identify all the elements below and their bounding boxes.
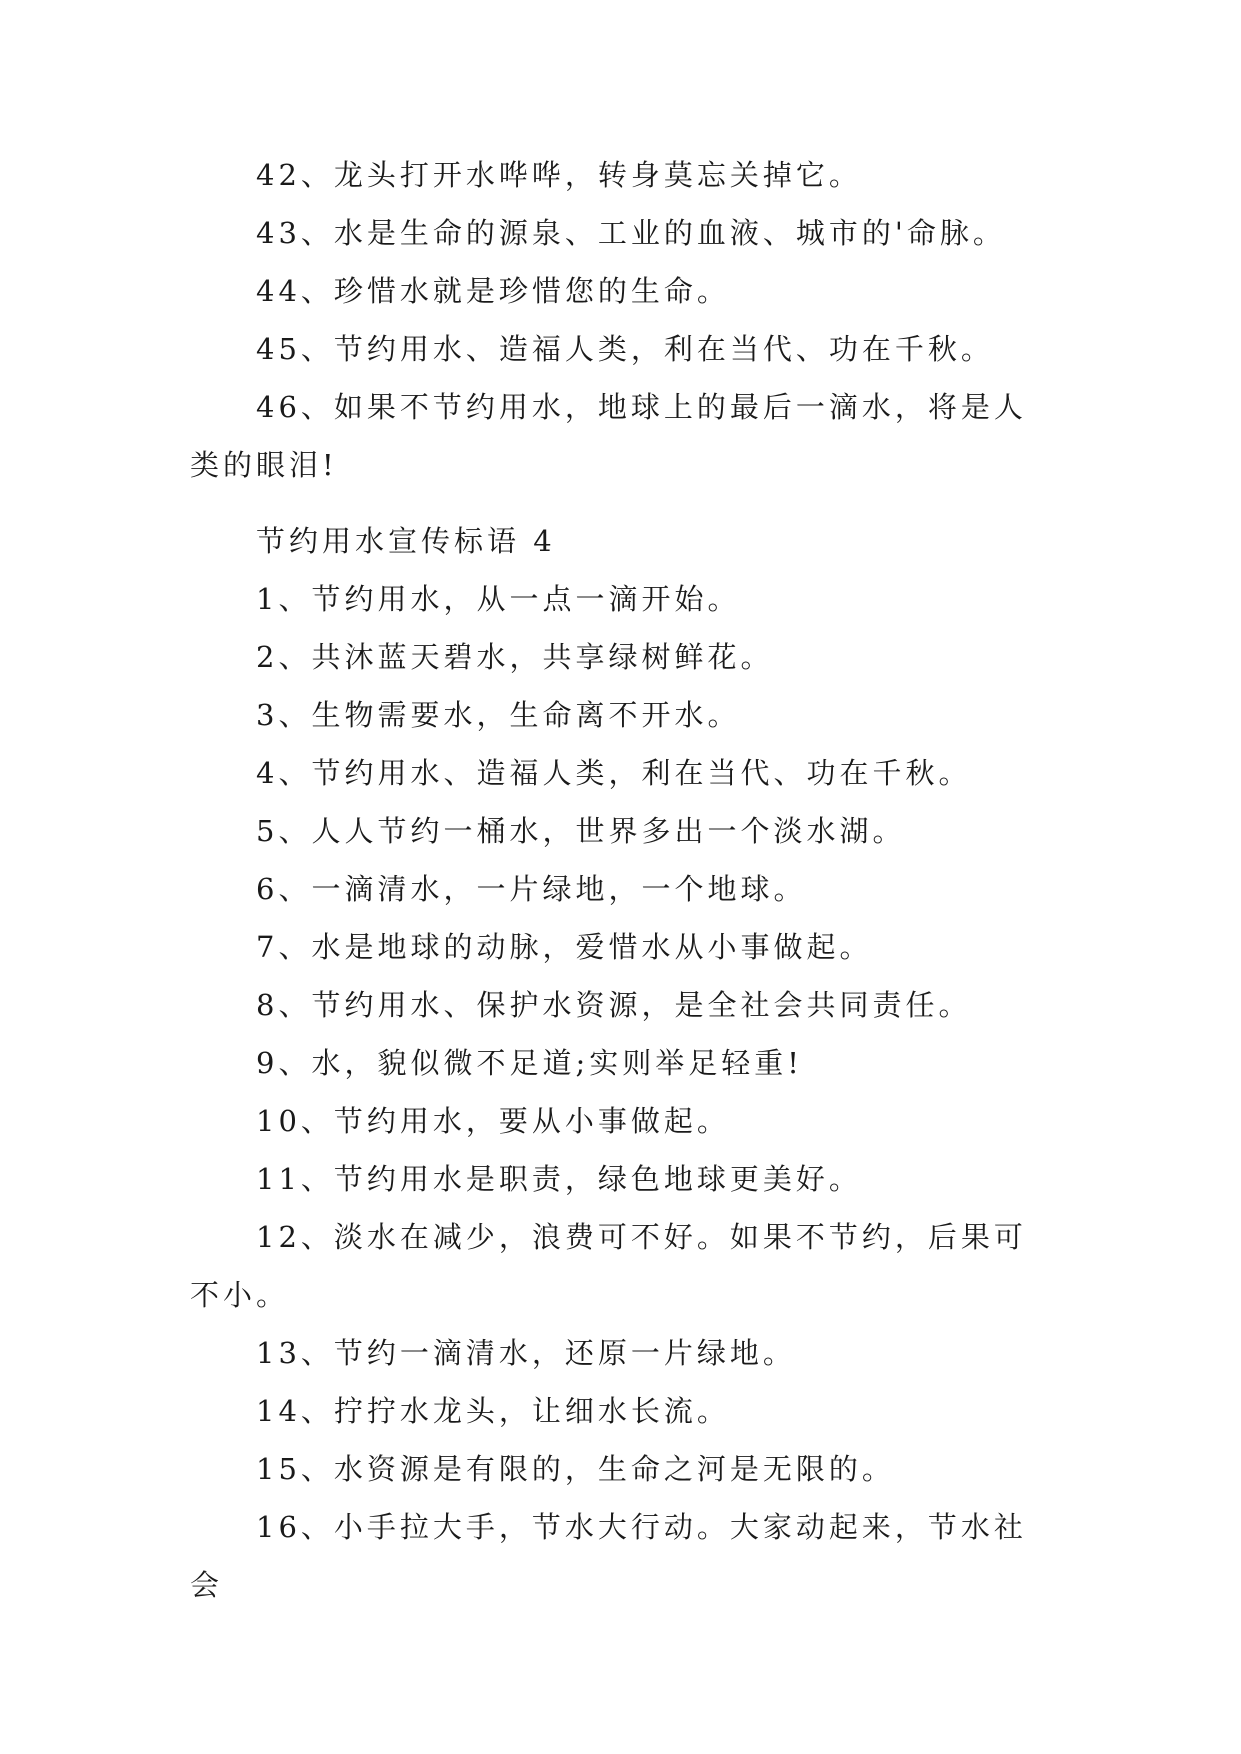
paragraph-42: 42、龙头打开水哗哗，转身莫忘关掉它。	[256, 158, 862, 192]
paragraph-16: 16、小手拉大手，节水大行动。大家动起来，节水社会	[190, 1510, 1027, 1602]
paragraph-45: 45、节约用水、造福人类，利在当代、功在千秋。	[256, 332, 994, 366]
paragraph-5: 5、人人节约一桶水，世界多出一个淡水湖。	[256, 814, 906, 848]
paragraph-46: 46、如果不节约用水，地球上的最后一滴水，将是人类的眼泪!	[190, 390, 1027, 482]
paragraph-13: 13、节约一滴清水，还原一片绿地。	[256, 1336, 796, 1370]
paragraph-12: 12、淡水在减少，浪费可不好。如果不节约，后果可不小。	[190, 1220, 1027, 1312]
paragraph-15: 15、水资源是有限的，生命之河是无限的。	[256, 1452, 895, 1486]
paragraph-14: 14、拧拧水龙头，让细水长流。	[256, 1394, 730, 1428]
paragraph-43: 43、水是生命的源泉、工业的血液、城市的'命脉。	[256, 216, 1006, 250]
paragraph-6: 6、一滴清水，一片绿地，一个地球。	[256, 872, 807, 906]
paragraph-9: 9、水，貌似微不足道;实则举足轻重!	[256, 1046, 803, 1080]
paragraph-3: 3、生物需要水，生命离不开水。	[256, 698, 741, 732]
paragraph-1: 1、节约用水，从一点一滴开始。	[256, 582, 741, 616]
paragraph-2: 2、共沐蓝天碧水，共享绿树鲜花。	[256, 640, 774, 674]
paragraph-10: 10、节约用水，要从小事做起。	[256, 1104, 730, 1138]
section-heading: 节约用水宣传标语 4	[256, 524, 556, 558]
paragraph-4: 4、节约用水、造福人类，利在当代、功在千秋。	[256, 756, 972, 790]
paragraph-7: 7、水是地球的动脉，爱惜水从小事做起。	[256, 930, 873, 964]
paragraph-11: 11、节约用水是职责，绿色地球更美好。	[256, 1162, 862, 1196]
paragraph-8: 8、节约用水、保护水资源，是全社会共同责任。	[256, 988, 972, 1022]
paragraph-44: 44、珍惜水就是珍惜您的生命。	[256, 274, 730, 308]
